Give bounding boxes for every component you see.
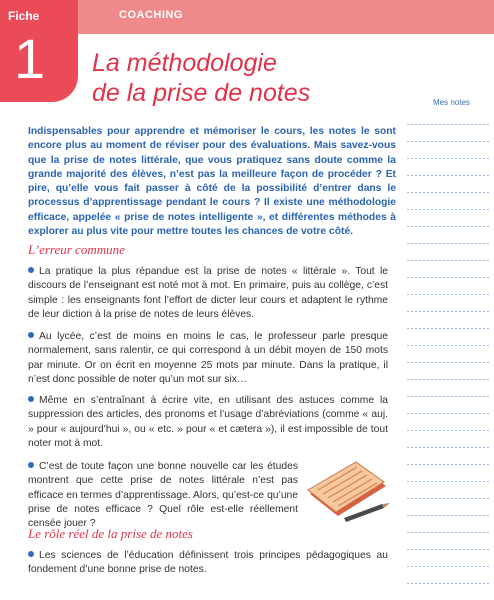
paragraph: [28, 265, 388, 322]
paragraph-text: Même en s’entraînant à écrire vite, en utilisant des astuces comme la suppression des articles, des pronoms et l’usage d’abréviations (comme « auj. » pour « aujourd’hui », ou « etc. » pour « et cætera »), il est impossible de tout noter mot à mot.: [28, 395, 388, 449]
paragraph-text: Les sciences de l’éducation définissent trois principes pédagogiques au fondement d’une bonne prise de notes.: [28, 550, 388, 576]
section-title-erreur: L’erreur commune: [28, 242, 125, 257]
notes-lines: [405, 108, 489, 598]
bullet-icon: [28, 462, 34, 468]
paragraph: [28, 330, 388, 387]
paragraph: [28, 394, 388, 451]
intro-paragraph: Indispensables pour apprendre et mémoriser le cours, les notes le sont encore plus au moment de réviser pour des évaluations. Mais savez-vous que la prise de notes littérale, que vous pratiquez sans doute comme la grande majorité des élèves, n’est pas la meilleure façon de procéder ? Et pire, qu’elle vous fait passer à côté de la possibilité d’entrer dans le processus d’apprentissage pendant le cours ? Il existe une méthodologie efficace, appelée « prise de notes intelligente », et différentes méthodes à explorer au plus vite pour mettre toutes les chances de votre côté.: [28, 126, 396, 238]
fiche-number: 1: [14, 27, 46, 90]
paragraph-text: La pratique la plus répandue est la prise de notes « littérale ». Tout le discours de l’enseignant est noté mot à mot. En primaire, puis au collège, c’est simple : les enseignants font l’effort de dicter leur cours et adaptent le rythme de leur diction à la prise de notes de leurs élèves.: [28, 266, 388, 320]
page-title: [92, 48, 310, 108]
section-label: COACHING: [119, 9, 183, 21]
notes-label: Mes notes: [433, 98, 470, 107]
paragraph-text: C’est de toute façon une bonne nouvelle car les études montrent que cette prise de notes littérale n’est pas efficace en termes d’apprentissage. Alors, qu’est-ce qu’une prise de notes efficace ? Quel rôle est-elle réellement censée jouer ?: [28, 461, 298, 530]
notepad-illustration: [300, 456, 392, 526]
bullet-icon: [28, 332, 34, 338]
bullet-icon: [28, 551, 34, 557]
fiche-label: Fiche: [8, 9, 40, 23]
bullet-icon: [28, 396, 34, 402]
section-title-role: Le rôle réel de la prise de notes: [28, 526, 193, 541]
paragraph-text: Au lycée, c’est de moins en moins le cas, le professeur parle presque normalement, sans ralentir, ce qui correspond à un débit moyen de 150 mots par minute. Or on écrit en moyenne 25 mots par minute. Dans la pratique, il n’est donc possible de noter qu’un mot sur six…: [28, 331, 388, 385]
title-line-1: La méthodologie: [92, 49, 277, 77]
bullet-icon: [28, 267, 34, 273]
paragraph: [28, 549, 388, 578]
title-line-2: de la prise de notes: [92, 79, 311, 107]
fiche-badge: [0, 0, 78, 102]
paragraph: [28, 460, 298, 531]
